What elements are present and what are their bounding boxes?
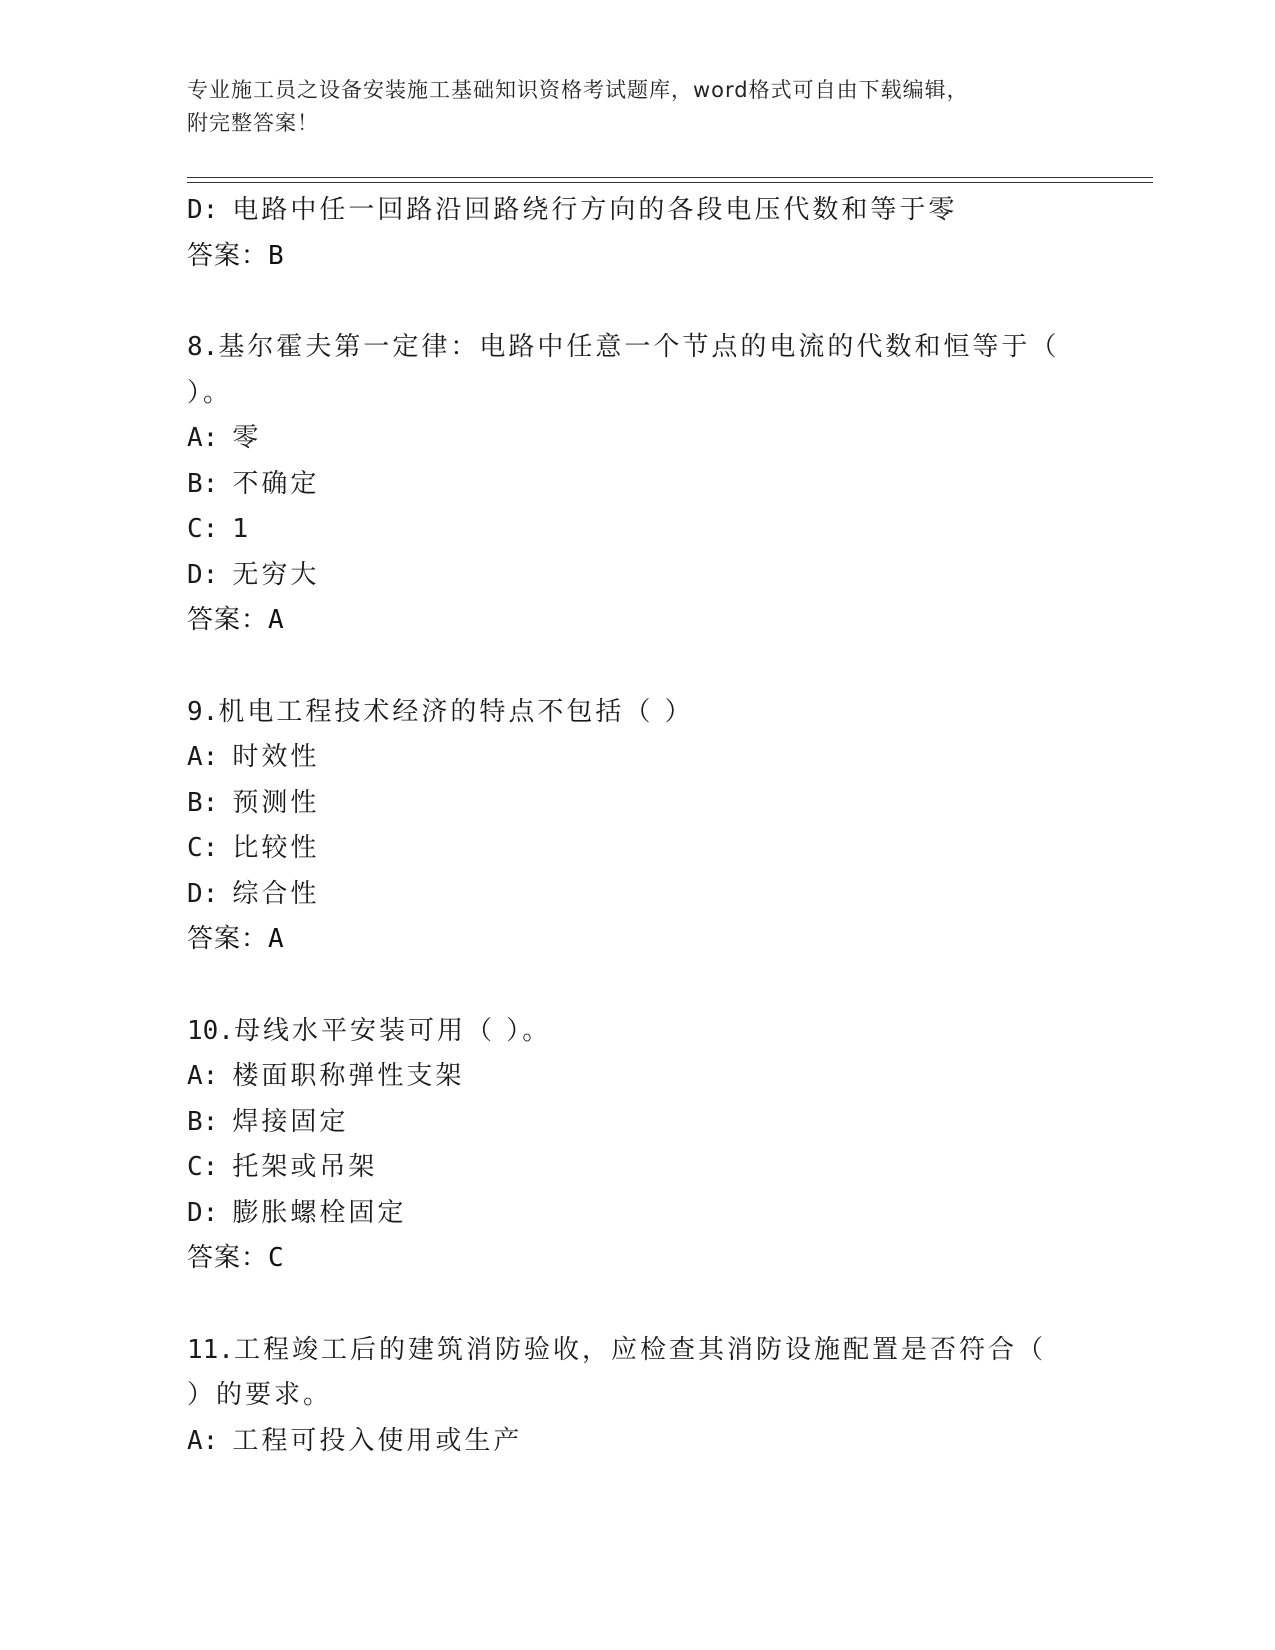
option-text: 电路中任一回路沿回路绕行方向的各段电压代数和等于零 bbox=[232, 195, 958, 225]
option-key: B: bbox=[187, 787, 219, 818]
question-text-line-1: 工程竣工后的建筑消防验收，应检查其消防设施配置是否符合（ bbox=[233, 1334, 1046, 1365]
option-text: 不确定 bbox=[232, 468, 320, 499]
option-key: A: bbox=[187, 742, 219, 772]
option-text: 工程可投入使用或生产 bbox=[232, 1425, 523, 1456]
option-line bbox=[187, 188, 1077, 234]
option-line bbox=[187, 553, 1077, 599]
answer-line bbox=[187, 234, 1077, 280]
answer-line bbox=[187, 917, 1077, 963]
answer-value: C bbox=[268, 1243, 285, 1273]
question-text bbox=[187, 690, 1077, 736]
answer-label: 答案： bbox=[187, 240, 269, 271]
question-text bbox=[187, 1009, 1077, 1055]
option-key: A: bbox=[187, 1061, 219, 1091]
answer-label: 答案： bbox=[187, 924, 269, 954]
question-block bbox=[187, 1009, 1077, 1282]
option-key: B: bbox=[187, 1106, 219, 1137]
option-line bbox=[187, 462, 1077, 508]
option-line bbox=[187, 416, 1077, 462]
answer-value: B bbox=[268, 240, 285, 271]
spacer bbox=[187, 1282, 1077, 1328]
question-block bbox=[187, 690, 1077, 963]
spacer bbox=[187, 963, 1077, 1009]
question-number: 8. bbox=[187, 332, 219, 362]
question-text bbox=[187, 1328, 1077, 1374]
question-list bbox=[187, 188, 1077, 1464]
answer-value: A bbox=[268, 924, 285, 954]
option-key: B: bbox=[187, 468, 219, 499]
option-key: D: bbox=[187, 878, 219, 909]
header-divider-top bbox=[187, 177, 1153, 178]
option-key: D: bbox=[187, 1197, 219, 1228]
option-text: 楼面职称弹性支架 bbox=[232, 1061, 465, 1091]
answer-label: 答案： bbox=[187, 1243, 269, 1273]
option-text: 预测性 bbox=[232, 787, 320, 818]
option-key: C: bbox=[187, 1152, 219, 1182]
question-number: 11. bbox=[187, 1334, 234, 1365]
option-text: 膨胀螺栓固定 bbox=[232, 1197, 407, 1228]
option-line bbox=[187, 1419, 1077, 1465]
option-text: 托架或吊架 bbox=[232, 1152, 378, 1182]
question-text-line-1: 基尔霍夫第一定律：电路中任意一个节点的电流的代数和恒等于（ bbox=[218, 332, 1060, 362]
option-text: 焊接固定 bbox=[232, 1106, 349, 1137]
question-text-line-1: 母线水平安装可用（ ）。 bbox=[233, 1015, 552, 1046]
option-line bbox=[187, 826, 1077, 872]
option-line bbox=[187, 781, 1077, 827]
document-header bbox=[187, 74, 1077, 140]
question-text-line-2: ）的要求。 bbox=[187, 1380, 333, 1410]
option-line bbox=[187, 735, 1077, 781]
question-text bbox=[187, 325, 1077, 371]
question-text-line-2: ）。 bbox=[187, 377, 233, 408]
option-text: 1 bbox=[232, 514, 252, 544]
answer-line bbox=[187, 1236, 1077, 1282]
question-text-line-1: 机电工程技术经济的特点不包括（ ） bbox=[218, 696, 694, 727]
option-key: C: bbox=[187, 514, 219, 544]
option-line bbox=[187, 1100, 1077, 1146]
option-line bbox=[187, 1145, 1077, 1191]
header-line-1: 专业施工员之设备安装施工基础知识资格考试题库，word格式可自由下载编辑， bbox=[187, 78, 969, 102]
option-key: D: bbox=[187, 195, 219, 225]
spacer bbox=[187, 644, 1077, 690]
option-key: C: bbox=[187, 833, 219, 863]
option-text: 综合性 bbox=[232, 878, 320, 909]
answer-value: A bbox=[268, 605, 285, 635]
option-key: A: bbox=[187, 1425, 219, 1456]
option-text: 无穷大 bbox=[232, 559, 320, 590]
question-number: 10. bbox=[187, 1015, 234, 1046]
question-block bbox=[187, 1328, 1077, 1465]
header-divider-bottom bbox=[187, 182, 1153, 183]
option-line bbox=[187, 507, 1077, 553]
option-key: A: bbox=[187, 423, 219, 453]
header-line-2: 附完整答案！ bbox=[187, 111, 319, 135]
answer-line bbox=[187, 598, 1077, 644]
option-line bbox=[187, 872, 1077, 918]
option-line bbox=[187, 1191, 1077, 1237]
answer-label: 答案： bbox=[187, 605, 269, 635]
question-block bbox=[187, 325, 1077, 644]
option-line bbox=[187, 1054, 1077, 1100]
option-text: 零 bbox=[232, 423, 262, 453]
question-number: 9. bbox=[187, 696, 219, 727]
option-text: 时效性 bbox=[232, 742, 320, 772]
option-key: D: bbox=[187, 559, 219, 590]
option-text: 比较性 bbox=[232, 833, 320, 863]
spacer bbox=[187, 279, 1077, 325]
